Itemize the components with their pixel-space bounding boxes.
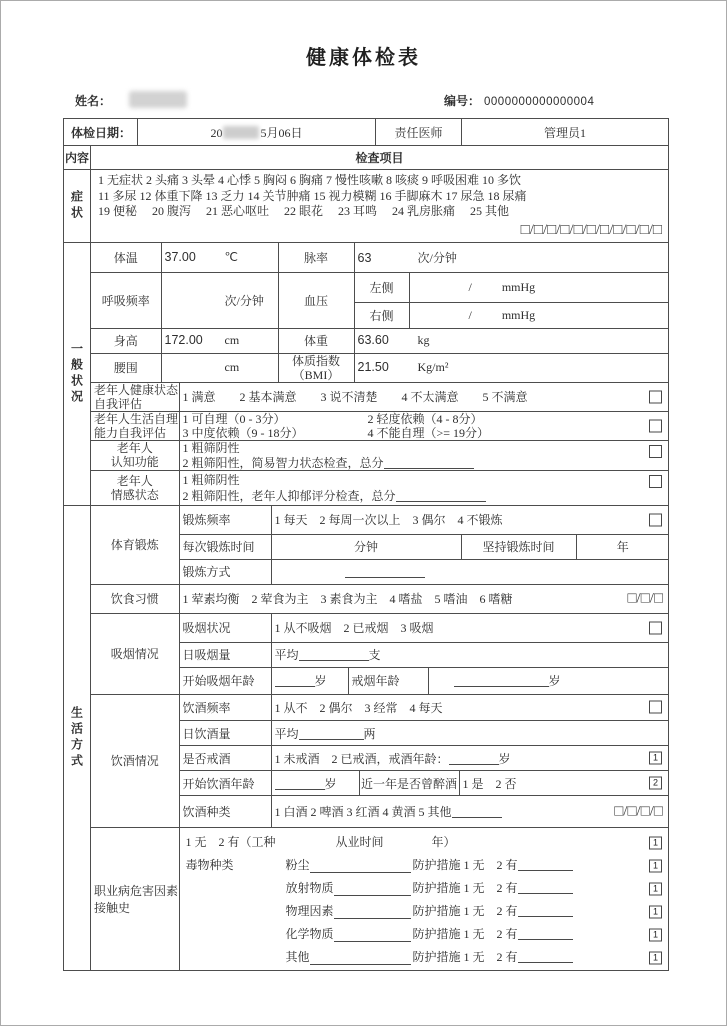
self-care-opt-3: 3 中度依赖（9 - 18分）	[182, 425, 304, 440]
emotion-label: 老年人 情感状态	[91, 470, 179, 505]
substance-blank	[334, 881, 411, 896]
diet-label: 饮食习惯	[91, 585, 179, 614]
weight-unit: kg	[417, 333, 430, 347]
pulse-unit: 次/分钟	[417, 250, 457, 265]
drinking-daily-blank	[299, 726, 364, 740]
drinking-quit-label: 是否戒酒	[179, 746, 271, 771]
exercise-time-unit: 分钟	[271, 534, 461, 559]
cognitive-score-blank	[384, 455, 474, 469]
section-label-lifestyle: 生活方式	[64, 506, 91, 971]
substance-name: 放射物质	[285, 881, 334, 895]
checkbox-drinking-freq	[649, 701, 662, 714]
drinking-start-label: 开始饮酒年龄	[179, 771, 271, 796]
bmi-value: 21.50	[357, 360, 389, 374]
smoking-table	[91, 614, 669, 695]
exercise-table	[91, 506, 669, 585]
diet-options-text: 1 荤素均衡 2 荤食为主 3 素食为主 4 嗜盐 5 嗜油 6 嗜糖	[182, 592, 513, 607]
pulse-value: 63	[357, 250, 372, 265]
exercise-persist-label: 坚持锻炼时间	[461, 534, 576, 559]
exercise-freq-label: 锻炼频率	[179, 506, 271, 534]
exercise-freq-options	[271, 506, 669, 534]
smoking-daily-label: 日吸烟量	[179, 642, 271, 667]
protection-blank	[518, 857, 573, 871]
occupational-line1	[180, 831, 669, 854]
cognitive-label: 老年人 认知功能	[91, 440, 179, 470]
drinking-daily-prefix: 平均	[274, 726, 299, 741]
name-value-redacted	[129, 91, 187, 108]
smoking-daily-value	[271, 642, 669, 667]
substance-blank	[334, 927, 411, 942]
temp-value: 37.00	[164, 249, 196, 264]
cognitive-line1: 1 粗筛阴性	[182, 440, 240, 455]
occupational-content	[179, 828, 669, 970]
drinking-table	[91, 695, 669, 829]
smoking-quit-unit: 岁	[548, 674, 561, 688]
drinking-daily-value	[271, 721, 669, 746]
exam-date-value	[138, 119, 376, 146]
drinking-daily-unit: 两	[363, 726, 376, 741]
smoking-status-options-text: 1 从不吸烟 2 已戒烟 3 吸烟	[274, 621, 434, 636]
drunk-options	[459, 771, 669, 796]
smoking-quit-blank	[454, 673, 549, 687]
checkbox-drinking-quit: 1	[649, 752, 662, 765]
substance-blank	[310, 858, 411, 873]
bp-left-label: 左侧	[354, 272, 409, 302]
checkbox-emotion	[649, 475, 662, 488]
substance-blank	[334, 904, 411, 919]
diet-table	[91, 585, 669, 615]
drinking-start-value	[271, 771, 359, 796]
substance-blank	[310, 950, 411, 965]
bp-right-value-cell	[409, 302, 669, 328]
checkbox-self-care	[649, 419, 662, 432]
drinking-quit-age-blank	[449, 751, 499, 765]
drinking-type-options-text: 1 白酒 2 啤酒 3 红酒 4 黄酒 5 其他	[274, 805, 452, 819]
waist-label: 腰围	[91, 353, 161, 382]
smoking-quit-label: 戒烟年龄	[348, 667, 428, 694]
exercise-time-label: 每次锻炼时间	[179, 534, 271, 559]
pulse-value-cell	[354, 243, 669, 272]
occupational-row-radiation	[180, 877, 669, 900]
symptoms-content	[91, 170, 669, 243]
drinking-start-blank	[275, 776, 325, 790]
substance-name: 粉尘	[285, 858, 310, 872]
emotion-line2: 2 粗筛阳性，老年人抑郁评分检查，总分	[182, 488, 396, 503]
protection-label: 防护措施 1 无 2 有	[412, 904, 518, 918]
smoking-start-blank	[275, 673, 315, 687]
occupational-row-dust	[180, 854, 669, 877]
bp-label: 血压	[278, 272, 354, 328]
bp-left-unit: mmHg	[501, 279, 536, 294]
self-health-options	[179, 383, 669, 412]
exam-date-table	[63, 118, 669, 146]
protection-label: 防护措施 1 无 2 有	[412, 881, 518, 895]
vitals-table	[91, 243, 669, 383]
emotion-score-blank	[396, 488, 486, 502]
self-health-label: 老年人健康状态自我评估	[91, 383, 179, 412]
self-care-opt-4: 4 不能自理（>= 19分）	[367, 425, 490, 440]
exercise-mode-label: 锻炼方式	[179, 559, 271, 584]
drinking-group-label: 饮酒情况	[91, 695, 179, 828]
bp-right-label: 右侧	[354, 302, 409, 328]
occupational-row-chemical	[180, 923, 669, 946]
checkbox-cognitive	[649, 445, 662, 458]
doctor-label: 责任医师	[376, 119, 462, 146]
symptom-options-line1: 1 无症状 2 头痛 3 头晕 4 心悸 5 胸闷 6 胸痛 7 慢性咳嗽 8 咳痰 9 呼吸困难 10 多饮	[98, 173, 522, 187]
temp-unit: ℃	[224, 249, 238, 264]
drinking-freq-options	[271, 695, 669, 721]
symptom-options-line3: 19 便秘 20 腹泻 21 恶心呕吐 22 眼花 23 耳鸣 24 乳房胀痛 25 其他	[98, 204, 510, 218]
protection-blank	[518, 949, 573, 963]
protection-label: 防护措施 1 无 2 有	[412, 950, 518, 964]
weight-value: 63.60	[357, 333, 389, 347]
smoking-start-value	[271, 667, 348, 694]
protection-label: 防护措施 1 无 2 有	[412, 927, 518, 941]
temp-value-cell	[161, 243, 278, 272]
waist-value-cell	[161, 353, 278, 382]
resp-label: 呼吸频率	[91, 272, 161, 328]
drinking-quit-options	[271, 746, 669, 771]
weight-value-cell	[354, 328, 669, 353]
drinking-quit-options-text: 1 未戒酒 2 已戒酒，戒酒年龄：	[274, 751, 449, 766]
toxin-type-label: 毒物种类	[185, 858, 234, 872]
exercise-persist-unit: 年	[576, 534, 669, 559]
exercise-group-label: 体育锻炼	[91, 506, 179, 584]
checkbox-drunk: 2	[649, 777, 662, 790]
waist-unit: cm	[224, 360, 240, 374]
smoking-status-label: 吸烟状况	[179, 614, 271, 642]
code-group	[444, 92, 594, 109]
code-value: 0000000000000004	[484, 96, 595, 108]
general-section	[91, 243, 669, 506]
drinking-checkbox-group: □/□/□/□	[614, 803, 663, 819]
check-items-header: 检查项目	[91, 146, 669, 170]
substance-name: 物理因素	[285, 904, 334, 918]
drinking-type-other-blank	[452, 804, 502, 818]
checkbox-physical: 1	[649, 905, 662, 918]
smoking-quit-value	[428, 667, 669, 694]
exercise-mode-value	[271, 559, 669, 584]
temp-label: 体温	[91, 243, 161, 272]
self-care-label: 老年人生活自理能力自我评估	[91, 411, 179, 440]
bmi-unit: Kg/m²	[417, 360, 449, 374]
drinking-type-label: 饮酒种类	[179, 796, 271, 828]
bmi-value-cell	[354, 353, 669, 382]
resp-value-cell	[161, 272, 278, 328]
protection-label: 防护措施 1 无 2 有	[412, 858, 518, 872]
diet-options	[179, 585, 669, 614]
exam-date-label: 体检日期：	[64, 119, 138, 146]
self-care-options	[179, 411, 669, 440]
checkbox-radiation: 1	[649, 882, 662, 895]
lifestyle-section	[91, 506, 669, 971]
bmi-label: 体质指数（BMI）	[278, 353, 354, 382]
smoking-start-label: 开始吸烟年龄	[179, 667, 271, 694]
bp-right-unit: mmHg	[501, 307, 536, 322]
exercise-mode-blank	[345, 564, 425, 578]
bp-left-value-cell	[409, 272, 669, 302]
checkbox-smoking-status	[649, 621, 662, 634]
checkbox-self-health	[649, 390, 662, 403]
weight-label: 体重	[278, 328, 354, 353]
bp-left-slash: /	[468, 279, 472, 294]
section-label-general: 一般状况	[64, 243, 91, 506]
occupational-group-label: 职业病危害因素接触史	[91, 828, 179, 970]
protection-blank	[518, 903, 573, 917]
drinking-quit-unit: 岁	[498, 751, 511, 766]
smoking-start-unit: 岁	[314, 674, 327, 688]
exam-date-suffix: 5月06日	[260, 125, 303, 140]
protection-blank	[518, 880, 573, 894]
code-label: 编号：	[444, 94, 481, 108]
occupational-line1-text: 1 无 2 有（工种 从业时间 年）	[185, 835, 456, 849]
doctor-value: 管理员1	[462, 119, 669, 146]
occupational-table	[91, 828, 669, 970]
exam-date-prefix: 20	[210, 125, 223, 140]
drunk-label: 近一年是否曾醉酒	[359, 771, 459, 796]
exam-date-redacted	[223, 126, 259, 139]
name-code-row	[1, 90, 726, 112]
section-label-symptoms: 症状	[64, 170, 91, 243]
checkbox-other: 1	[649, 951, 662, 964]
drinking-type-options	[271, 796, 669, 828]
pulse-label: 脉率	[278, 243, 354, 272]
height-value: 172.00	[164, 333, 203, 347]
drinking-daily-label: 日饮酒量	[179, 721, 271, 746]
self-health-options-text: 1 满意 2 基本满意 3 说不清楚 4 不太满意 5 不满意	[182, 390, 528, 404]
substance-name: 其他	[285, 950, 310, 964]
cognitive-line2: 2 粗筛阳性，简易智力状态检查，总分	[182, 455, 384, 470]
smoking-daily-prefix: 平均	[274, 648, 299, 662]
height-unit: cm	[224, 333, 240, 347]
name-label: 姓名：	[75, 94, 112, 108]
checkbox-dust: 1	[649, 859, 662, 872]
smoking-group-label: 吸烟情况	[91, 614, 179, 694]
diet-checkbox-group: □/□/□	[627, 590, 663, 607]
emotion-options	[179, 470, 669, 505]
occupational-row-physical	[180, 900, 669, 923]
emotion-line1: 1 粗筛阴性	[182, 472, 240, 487]
symptom-options-line2: 11 多尿 12 体重下降 13 乏力 14 关节肿痛 15 视力模糊 16 手脚麻木 17 尿急 18 尿痛	[98, 188, 527, 203]
checkbox-exercise-freq	[649, 513, 662, 526]
self-care-opt-2: 2 轻度依赖（4 - 8分）	[367, 411, 483, 426]
cognitive-options	[179, 440, 669, 470]
bp-right-slash: /	[468, 307, 472, 322]
drinking-start-unit: 岁	[324, 776, 337, 791]
resp-unit: 次/分钟	[224, 293, 264, 308]
drinking-freq-options-text: 1 从不 2 偶尔 3 经常 4 每天	[274, 700, 443, 715]
substance-name: 化学物质	[285, 927, 334, 941]
smoking-daily-blank	[299, 647, 369, 661]
self-care-opt-1: 1 可自理（0 - 3分）	[182, 411, 286, 426]
smoking-status-options	[271, 614, 669, 642]
checkbox-chemical: 1	[649, 928, 662, 941]
symptoms-checkbox-group: □/□/□/□/□/□/□/□/□/□/□	[520, 221, 662, 238]
checkbox-occupational: 1	[649, 836, 662, 849]
drunk-options-text: 1 是 2 否	[462, 776, 517, 791]
page-title: 健康体检表	[306, 47, 421, 69]
smoking-daily-unit: 支	[368, 648, 381, 662]
protection-blank	[518, 926, 573, 940]
elderly-assessment-table	[91, 383, 669, 506]
drinking-freq-label: 饮酒频率	[179, 695, 271, 721]
occupational-row-other	[180, 946, 669, 969]
exercise-freq-options-text: 1 每天 2 每周一次以上 3 偶尔 4 不锻炼	[274, 513, 503, 528]
content-column-header: 内容	[64, 146, 91, 170]
height-label: 身高	[91, 328, 161, 353]
height-value-cell	[161, 328, 278, 353]
exam-form-table	[63, 145, 669, 971]
